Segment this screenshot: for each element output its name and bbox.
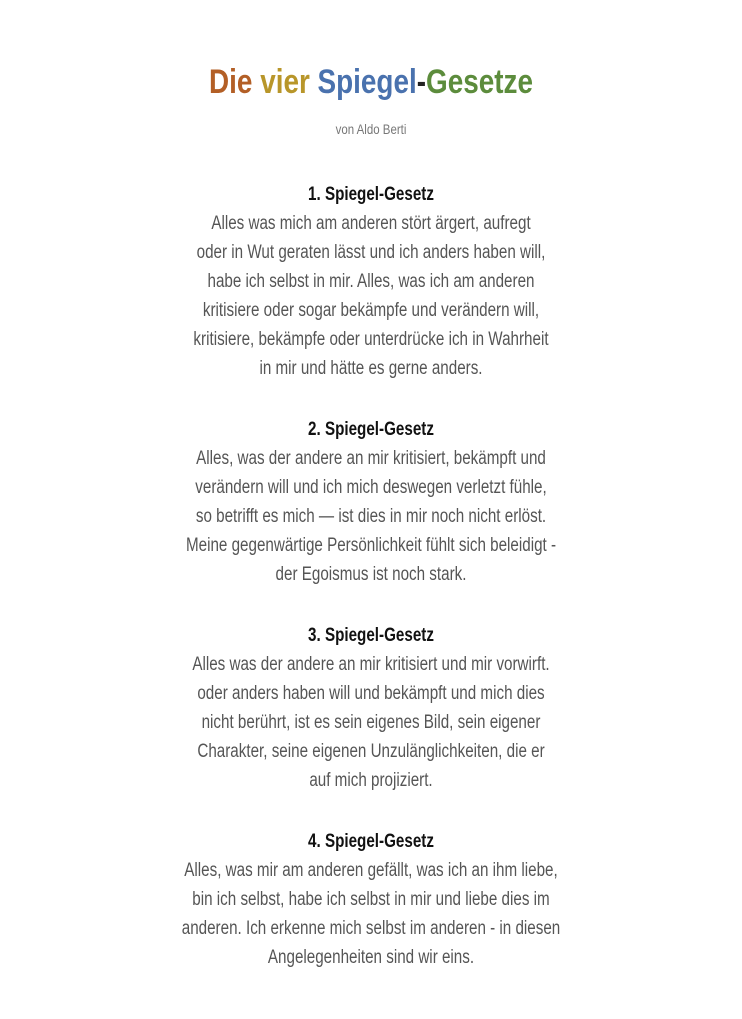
law-text-line: Alles was mich am anderen stört ärgert, aufregt	[211, 213, 531, 234]
law-text-line: Alles, was mir am anderen gefällt, was ich an ihm liebe,	[184, 860, 558, 881]
law-text-line: Alles was der andere an mir kritisiert und mir vorwirft.	[192, 654, 550, 675]
law-text-line: der Egoismus ist noch stark.	[275, 564, 467, 585]
law-section-3	[0, 621, 742, 795]
law-text-line: verändern will und ich mich deswegen verletzt fühle,	[195, 477, 547, 498]
title-space	[252, 63, 260, 101]
law-text-line: oder anders haben will und bekämpft und mich dies	[197, 683, 545, 704]
title-word-die: Die	[209, 63, 253, 101]
law-text-line: Alles, was der andere an mir kritisiert, bekämpft und	[196, 448, 546, 469]
page-title	[67, 60, 675, 104]
title-word-vier: vier	[260, 63, 310, 101]
law-text-line: so betrifft es mich — ist dies in mir noch nicht erlöst.	[195, 506, 547, 527]
author-byline: von Aldo Berti	[335, 121, 407, 137]
title-space	[310, 63, 318, 101]
law-heading: 1. Spiegel-Gesetz	[308, 184, 434, 205]
law-text-line: Angelegenheiten sind wir eins.	[267, 947, 475, 968]
law-text-line: auf mich projiziert.	[309, 770, 433, 791]
law-text-line: kritisiere, bekämpfe oder unterdrücke ich in Wahrheit	[193, 329, 549, 350]
law-section-1	[0, 180, 742, 383]
title-hyphen: -	[416, 63, 427, 101]
law-text-line: anderen. Ich erkenne mich selbst im anderen - in diesen	[181, 918, 561, 939]
law-text-line: oder in Wut geraten lässt und ich anders haben will,	[196, 242, 546, 263]
law-heading: 4. Spiegel-Gesetz	[308, 831, 434, 852]
law-text-line: bin ich selbst, habe ich selbst in mir und liebe dies im	[192, 889, 550, 910]
law-text-line: in mir und hätte es gerne anders.	[259, 358, 483, 379]
law-heading: 2. Spiegel-Gesetz	[308, 419, 434, 440]
law-text-line: Meine gegenwärtige Persönlichkeit fühlt sich beleidigt -	[185, 535, 557, 556]
law-text-line: habe ich selbst in mir. Alles, was ich am anderen	[207, 271, 535, 292]
title-word-gesetze: Gesetze	[426, 63, 533, 101]
law-text-line: Charakter, seine eigenen Unzulänglichkeiten, die er	[197, 741, 545, 762]
law-text-line: nicht berührt, ist es sein eigenes Bild, sein eigener	[201, 712, 541, 733]
law-section-4	[0, 827, 742, 972]
title-word-spiegel: Spiegel	[317, 63, 417, 101]
law-heading: 3. Spiegel-Gesetz	[308, 625, 434, 646]
law-section-2	[0, 415, 742, 589]
law-text-line: kritisiere oder sogar bekämpfe und verändern will,	[202, 300, 540, 321]
